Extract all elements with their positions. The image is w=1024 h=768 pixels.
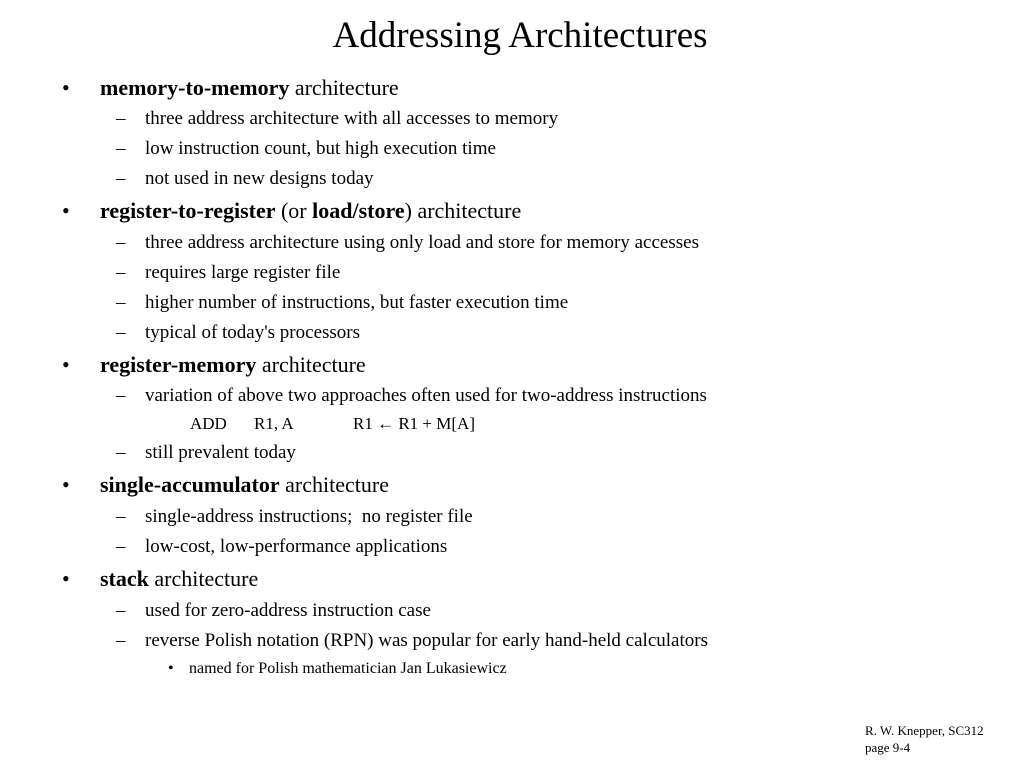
bullet-bold-term: register-to-register — [100, 198, 276, 223]
bullet-bold-term: memory-to-memory — [100, 75, 290, 100]
sub-item — [116, 261, 341, 285]
sub-item — [116, 321, 361, 345]
bullet-text: architecture — [256, 352, 366, 377]
code-effect: R1 ← R1 + M[A] — [353, 414, 475, 433]
sub-item-text: not used in new designs today — [145, 168, 374, 189]
sub-item — [116, 384, 707, 408]
sub-item-text: three address architecture using only load and store for memory accesses — [145, 232, 699, 253]
sub-item — [116, 231, 699, 255]
dash-marker: – — [116, 232, 126, 253]
dash-marker: – — [116, 506, 126, 527]
dash-marker: – — [116, 630, 126, 651]
sub-item — [116, 599, 431, 623]
sub-item-text: typical of today's processors — [145, 322, 361, 343]
slide-title: Addressing Architectures — [332, 15, 708, 56]
code-opcode: ADD — [190, 414, 227, 433]
sub-item-text: still prevalent today — [145, 442, 296, 463]
sub-sub-item — [168, 659, 507, 679]
bullet-bold-term: stack — [100, 566, 149, 591]
bullet-bold-term: single-accumulator — [100, 472, 280, 497]
bullet-text: (or — [275, 198, 313, 223]
sub-item-text: higher number of instructions, but faster execution time — [145, 292, 569, 313]
sub-item — [116, 137, 496, 161]
code-operands: R1, A — [254, 414, 294, 433]
sub-item-text: low instruction count, but high execution time — [145, 138, 496, 159]
sub-item-text: single-address instructions; no register file — [145, 506, 473, 527]
sub-item — [116, 629, 708, 653]
sub-item-text: requires large register file — [145, 262, 341, 283]
bullet-bold-term-2: load/store — [312, 198, 405, 223]
bullet-marker: • — [62, 472, 70, 497]
sub-item-text: used for zero-address instruction case — [145, 600, 431, 621]
footer-author: R. W. Knepper, SC312 — [865, 723, 984, 738]
bullet-register-to-register — [62, 198, 522, 224]
bullet-register-memory — [62, 352, 366, 378]
bullet-stack — [62, 566, 259, 592]
dash-marker: – — [116, 322, 126, 343]
sub-item — [116, 505, 473, 529]
slide-footer — [865, 722, 984, 756]
bullet-text-end: ) architecture — [404, 198, 522, 223]
dash-marker: – — [116, 292, 126, 313]
dash-marker: – — [116, 168, 126, 189]
sub-item — [116, 107, 559, 131]
bullet-marker: • — [62, 352, 70, 377]
sub-item — [116, 291, 569, 315]
bullet-marker: • — [62, 75, 70, 100]
footer-page-number: page 9-4 — [865, 740, 911, 755]
bullet-text: architecture — [148, 566, 259, 591]
sub-item-text: low-cost, low-performance applications — [145, 536, 448, 557]
sub-item-text: variation of above two approaches often used for two-address instructions — [145, 385, 707, 406]
bullet-memory-to-memory — [62, 75, 399, 101]
sub-item — [116, 167, 374, 191]
sub-sub-item-text: named for Polish mathematician Jan Lukasiewicz — [189, 660, 507, 677]
bullet-bold-term: register-memory — [100, 352, 257, 377]
bullet-single-accumulator — [62, 472, 389, 498]
dash-marker: – — [116, 138, 126, 159]
dash-marker: – — [116, 108, 126, 129]
dash-marker: – — [116, 536, 126, 557]
bullet-text: architecture — [279, 472, 389, 497]
bullet-text: architecture — [289, 75, 399, 100]
bullet-marker: • — [62, 566, 70, 591]
sub-item-text: three address architecture with all accesses to memory — [145, 108, 559, 129]
sub-bullet-marker: • — [168, 660, 174, 677]
dash-marker: – — [116, 262, 126, 283]
dash-marker: – — [116, 600, 126, 621]
dash-marker: – — [116, 385, 126, 406]
dash-marker: – — [116, 442, 126, 463]
bullet-marker: • — [62, 198, 70, 223]
sub-item — [116, 441, 296, 465]
sub-item — [116, 535, 448, 559]
sub-item-text: reverse Polish notation (RPN) was popular for early hand-held calculators — [145, 630, 708, 651]
